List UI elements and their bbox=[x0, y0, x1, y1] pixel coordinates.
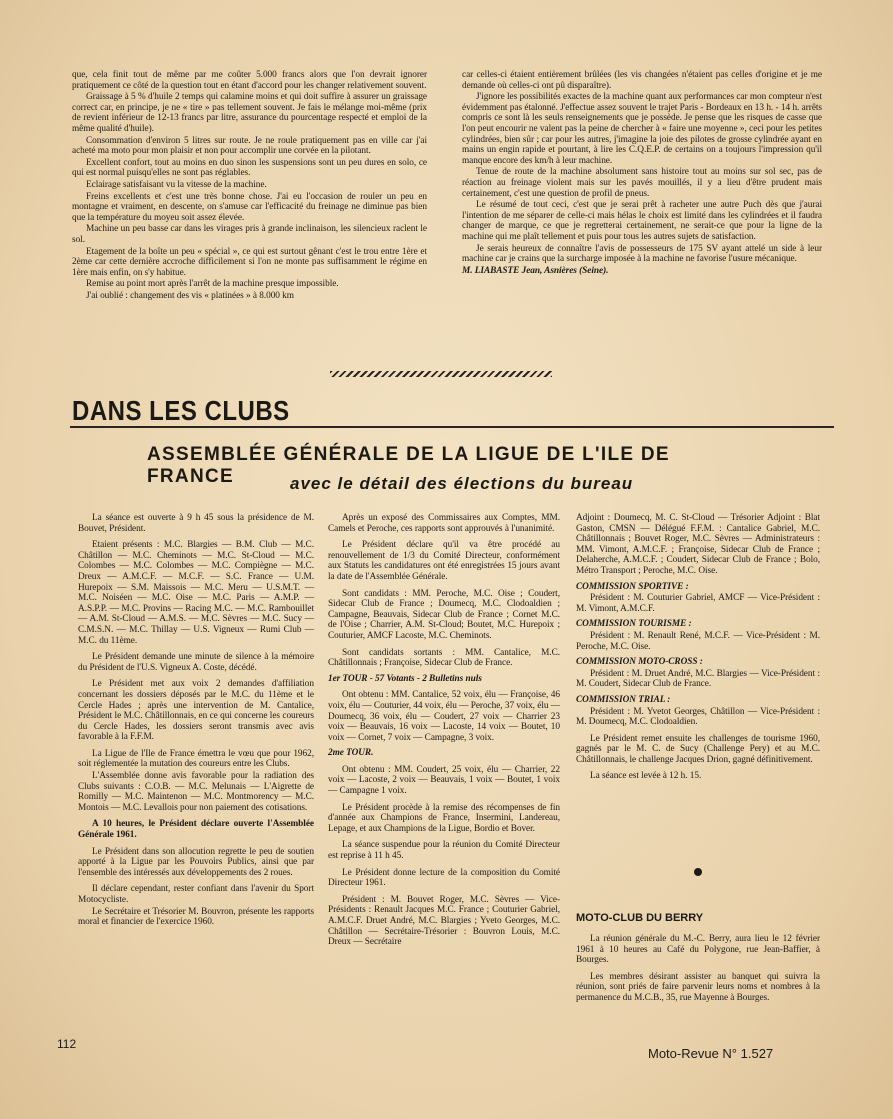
section-rule bbox=[70, 426, 834, 428]
paragraph: Etaient présents : M.C. Blargies — B.M. Club — M.C. Châtillon — M.C. Cheminots — M.C. St-Cloud — M.C. Colombes — M.C. Colombes — M.C. Compiègne — M.C. Dreux — A.M.C.F. — M.C.F. — S.C. France — U.M. Hurepoix — S.M. Maissois — M.C. Meru — U.S.M.T. — M.C. Noiséen — M.C. Oise — M.C. Paris — A.M.P. — A.S.P.P. — M.C. Provins — Racing M.C. — M.C. Rambouillet — A.M. St-Cloud — A.M.S. — M.C. Sèvres — M.C. Sucy — C.M.S.N. — M.C. Thillay — U.S. Vigneux — Rumi Club — M.C. du 11ème. bbox=[78, 540, 314, 646]
paragraph: Je serais heureux de connaître l'avis de possesseurs de 175 SV ayant attelé un side à leur machine car je crains que la surcharge imposée à la machine ne favorise l'usure mécanique. bbox=[462, 243, 822, 265]
paragraph: Président : M. Druet André, M.C. Blargies — Vice-Président : M. Coudert, Sidecar Club de France. bbox=[576, 668, 820, 690]
article-title: ASSEMBLÉE GÉNÉRALE DE LA LIGUE DE L'ILE DE FRANCE bbox=[147, 444, 670, 487]
paragraph: Machine un peu basse car dans les virages pris à grande inclinaison, les silencieux raclent le sol. bbox=[72, 224, 427, 245]
paragraph: Sont candidats sortants : MM. Cantalice, M.C. Châtillonnais ; Françoise, Sidecar Club de France. bbox=[328, 647, 560, 669]
paragraph: La Ligue de l'Ile de France émettra le vœu que pour 1962, soit réglementée la mutation des coureurs entre les Clubs. bbox=[78, 748, 314, 770]
page-number: 112 bbox=[57, 1037, 77, 1051]
paragraph: Excellent confort, tout au moins en duo sinon les suspensions sont un peu dures en solo, ce qui est normal puisqu'elles ne sont pas réglables. bbox=[72, 157, 427, 179]
paragraph: J'ignore les possibilités exactes de la machine quant aux performances car mon compteur n'est évidemment pas étalonné. J'effectue assez souvent le trajet Paris - Bordeaux en 13 h. - 14 h. arrêts compris ce sont là les seuls renseignements que je possède. Je pense que les risques de casse que l'on peut encourir ne valent pas la peine de chercher à « faire une moyenne », ceci pour les petites cylindrées, bien sûr ; car pour les autres, j'imagine la joie des pilotes de grosse cylindrée ayant en mains un engin rapide et pourtant, à lire les C.Q.E.P. de certains on a toujours l'impression qu'il manque encore des km/h à leur machine. bbox=[462, 92, 822, 166]
paragraph: Président : M. Renault René, M.C.F. — Vice-Président : M. Peroche, M.C. Oise. bbox=[576, 630, 820, 652]
paragraph: Le Président donne lecture de la composition du Comité Directeur 1961. bbox=[328, 867, 560, 889]
paragraph: L'Assemblée donne avis favorable pour la radiation des Clubs suivants : C.O.B. — M.C. Melunais — L'Aigrette de Romilly — M.C. Maintenon — M.C. Montmorency — M.C. Montois — M.C. Levallois pour non paiement des cotisations. bbox=[78, 771, 314, 813]
paragraph: Le résumé de tout ceci, c'est que je serai prêt à racheter une autre Puch dès que j'aurai l'intention de me séparer de celle-ci mais hélas le choix est limité dans les cylindrées et il faudra changer de marque, ce que je regretterai certainement, ne serait-ce que pour la ligne de la machine qui me plaît tellement et puis pour tous les autres sujets de satisfaction. bbox=[462, 200, 822, 242]
paragraph: Consommation d'environ 5 litres sur route. Je ne roule pratiquement pas en ville car j'ai acheté ma moto pour mon plaisir et non pour accomplir une corvée en la pilotant. bbox=[72, 135, 427, 157]
commission-title: COMMISSION TOURISME : bbox=[576, 619, 692, 630]
berry-club-column bbox=[576, 934, 820, 1004]
paragraph: Sont candidats : MM. Peroche, M.C. Oise ; Coudert, Sidecar Club de France ; Doumecq, M.C. Clodoaldien ; Campagne, Beauvais, Sidecar Club de France ; Cornet M.C. de l'Oise ; Charrier, A.M. St-Cloud; Boutet, M.C. Hurepoix ; Couturier, AMCF Lacoste, M.C. Cheminots. bbox=[328, 588, 560, 641]
paragraph: que, cela finit tout de même par me coûter 5.000 francs alors que l'on devrait ignorer pratiquement ce côté de la question tout en étant d'accord pour les changer relativement souvent. bbox=[72, 70, 427, 91]
paragraph: Il déclare cependant, rester confiant dans l'avenir du Sport Motocycliste. bbox=[78, 884, 314, 905]
paragraph: Remise au point mort après l'arrêt de la machine presque impossible. bbox=[86, 279, 339, 290]
paragraph: car celles-ci étaient entièrement brûlées (les vis changées n'étaient pas celles d'origine et je me demande où celles-ci ont pû disparaître). bbox=[462, 70, 822, 91]
article-column-1 bbox=[78, 513, 314, 928]
paragraph: Le Président met aux voix 2 demandes d'affiliation concernant les dossiers déposés par le M.C. du 11ème et le Cercle Hades ; après une intervention de M. Cantalice, Président le M.C. Châtillonnais, en ce qui concerne les coureurs du Cercle Hades, les dossiers seront transmis avec avis favorable à la F.F.M. bbox=[78, 679, 314, 743]
section-title: DANS LES CLUBS bbox=[72, 395, 290, 427]
paragraph: La séance est levée à 12 h. 15. bbox=[590, 771, 702, 782]
paragraph: Président : M. Couturier Gabriel, AMCF — Vice-Président : M. Vimont, A.M.C.F. bbox=[576, 593, 820, 614]
berry-club-title: MOTO-CLUB DU BERRY bbox=[576, 912, 704, 924]
paragraph: Graissage à 5 % d'huile 2 temps qui calamine moins et qui doit suffire à assurer un graissage correct car, en principe, je ne « tire » pas tellement souvent. Je fais le mélange moi-même (prix de revient inférieur de 12-13 francs par litre, assurance du pourcentage respecté et emploi de la même qualité d'huile). bbox=[72, 92, 427, 134]
commission-title: COMMISSION TRIAL : bbox=[576, 694, 671, 705]
paragraph: Le Président remet ensuite les challenges de tourisme 1960, gagnés par le M. C. de Sucy (Challenge Pery) et au M.C. Châtillonnais, le challenge Jacques Drion, gagné définitivement. bbox=[576, 733, 820, 765]
letter-column-left bbox=[72, 70, 427, 301]
commission-title: COMMISSION SPORTIVE : bbox=[576, 581, 689, 592]
paragraph: Le Président demande une minute de silence à la mémoire du Président de l'U.S. Vigneux A. Coste, décédé. bbox=[78, 652, 314, 673]
paragraph: La séance suspendue pour la réunion du Comité Directeur est reprise à 11 h 45. bbox=[328, 840, 560, 862]
bullet-ornament bbox=[694, 868, 702, 876]
letter-column-right bbox=[462, 70, 822, 276]
paragraph: J'ai oublié : changement des vis « platinées » à 8.000 km bbox=[86, 290, 294, 301]
paragraph: A 10 heures, le Président déclare ouverte l'Assemblée Générale 1961. bbox=[78, 819, 314, 841]
paragraph: Ont obtenu : MM. Cantalice, 52 voix, élu — Françoise, 46 voix, élu — Couturier, 44 voix, élu — Peroche, 37 voix, élu — Doumecq, 36 voix, élu — Coudert, 27 voix — Charrier 23 voix — Beauvais, 16 voix — Lacoste, 14 voix — Boutet, 10 voix — Cornet, 7 voix — Campagne, 3 voix. bbox=[328, 690, 560, 743]
paragraph: Eclairage satisfaisant vu la vitesse de la machine. bbox=[86, 179, 267, 190]
commission-title: COMMISSION MOTO-CROSS : bbox=[576, 657, 703, 668]
paragraph: Président : M. Yvetot Georges, Châtillon — Vice-Président : M. Doumecq, M.C. Clodoaldien. bbox=[576, 706, 820, 728]
paragraph: La réunion générale du M.-C. Berry, aura lieu le 12 février 1961 à 10 heures au Café du Polygone, rue Jean-Baffier, à Bourges. bbox=[576, 934, 820, 966]
paragraph: Le Président dans son allocution regrette le peu de soutien apporté à la Ligue par les Pouvoirs Publics, ainsi que par l'ensemble des intéressés aux développements des 2 roues. bbox=[78, 846, 314, 878]
paragraph: La séance est ouverte à 9 h 45 sous la présidence de M. Bouvet, Président. bbox=[78, 513, 314, 534]
paragraph: Tenue de route de la machine absolument sans histoire tout au moins sur sol sec, pas de réaction au freinage violent mais sur les pavés mouillés, il y a lieu d'être prudent mais certainement, c'est une question de profil de pneus. bbox=[462, 167, 822, 199]
paragraph: Etagement de la boîte un peu « spécial », ce qui est surtout gênant c'est le trou entre 1ère et 2ème car cette dernière accroche difficilement si l'on ne monte pas suffisamment le régime en 1ère mais enfin, on s'y habitue. bbox=[72, 246, 427, 278]
article-column-3 bbox=[576, 513, 820, 782]
paragraph: Le Président déclare qu'il va être procédé au renouvellement de 1/3 du Comité Directeur, conformément aux Statuts les candidatures ont été enregistrées 15 jours avant la date de l'Assemblée Générale. bbox=[328, 540, 560, 582]
publication-footer: Moto-Revue N° 1.527 bbox=[648, 1046, 774, 1061]
paragraph: Ont obtenu : MM. Coudert, 25 voix, élu — Charrier, 22 voix — Lacoste, 2 voix — Beauvais, 1 voix — Boutet, 1 voix — Campagne 1 voix. bbox=[328, 764, 560, 797]
article-column-2 bbox=[328, 513, 560, 948]
paragraph: Freins excellents et c'est une très bonne chose. J'ai eu l'occasion de rouler un peu en montagne et vraiment, en descente, on s'amuse car l'efficacité du freinage ne diminue pas bien que la température du moyeu soit assez élevée. bbox=[72, 191, 427, 223]
paragraph: Adjoint : Doumecq, M. C. St-Cloud — Trésorier Adjoint : Blat Gaston, CMSN — Délégué F.F.M. : Cantalice Gabriel, M.C. Châtillonnais ; Bouvet Roger, M.C. Sèvres — Administrateurs : MM. Vimont, A.M.C.F. ; Françoise, Sidecar Club de France ; Delaherche, A.M.C.F. ; Coudert, Sidecar Club de France ; Bolo, Métro Transport ; Peroche, M.C. Oise. bbox=[576, 513, 820, 576]
paragraph: Le Secrétaire et Trésorier M. Bouvron, présente les rapports moral et financier de l'exercice 1960. bbox=[78, 906, 314, 928]
paragraph: Président : M. Bouvet Roger, M.C. Sèvres — Vice-Présidents : Renault Jacques M.C. France ; Couturier Gabriel, A.M.C.F. Druet André, M.C. Blargies ; Yveto Georges, M.C. Châtillon — Secrétaire-Trésorier : Bouvron Louis, M.C. Dreux — Secrétaire bbox=[328, 894, 560, 948]
vote-round-heading: 2me TOUR. bbox=[328, 748, 374, 759]
paragraph: Le Président procède à la remise des récompenses de fin d'année aux Champions de France, Insermini, Landereau, Lepage, et aux Champions de la Ligue, Bordio et Bover. bbox=[328, 802, 560, 834]
article-subtitle: avec le détail des élections du bureau bbox=[290, 474, 634, 493]
letter-signature: M. LIABASTE Jean, Asnières (Seine). bbox=[462, 265, 609, 276]
vote-round-heading: 1er TOUR - 57 Votants - 2 Bulletins nuls bbox=[328, 673, 482, 684]
paragraph: Les membres désirant assister au banquet qui suivra la réunion, sont priés de faire parvenir leurs noms et nombres à la permanence du M.C.B., 35, rue Mayenne à Bourges. bbox=[576, 971, 820, 1003]
decorative-divider bbox=[330, 371, 552, 377]
paragraph: Après un exposé des Commissaires aux Comptes, MM. Camels et Peroche, ces rapports sont approuvés à l'unanimité. bbox=[328, 513, 560, 534]
